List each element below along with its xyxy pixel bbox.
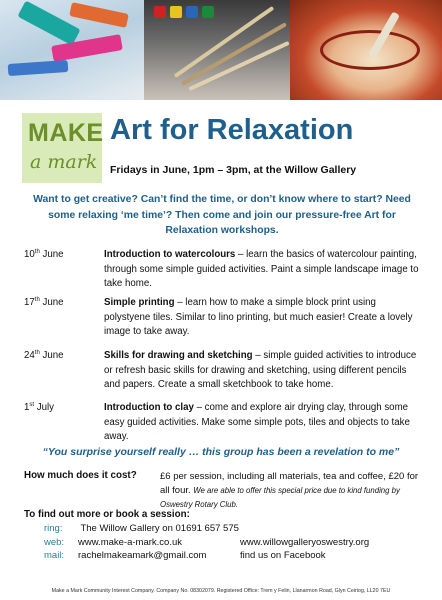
session-heading: Introduction to watercolours bbox=[104, 249, 236, 260]
make-a-mark-logo bbox=[22, 113, 102, 183]
session-date: 10th June bbox=[24, 248, 64, 260]
contact-mail bbox=[44, 550, 326, 561]
testimonial-quote: “You surprise yourself really … this group has been a revelation to me” bbox=[42, 446, 400, 458]
brushes-and-paints-photo bbox=[144, 0, 290, 100]
session-description: Introduction to clay – come and explore air drying clay, through some easy guided activities. Make some simple pots, tiles and objects to take away. bbox=[104, 402, 410, 442]
footer-registration: Make a Mark Community Interest Company. Company No. 08302079. Registered Office: Trem y Felin, Llanarmon Road, Glyn Ceiriog, LL20 7EU bbox=[51, 588, 391, 594]
ring-label: ring: bbox=[44, 523, 63, 534]
funding-note: We are able to offer this special price due to kind funding by Oswestry Rotary Club. bbox=[160, 486, 400, 509]
cost-label: How much does it cost? bbox=[24, 470, 137, 481]
pastel-sticks-photo bbox=[0, 0, 144, 100]
cost-details bbox=[160, 470, 430, 512]
session-description: Skills for drawing and sketching – simple guided activities to introduce or refresh basic skills for drawing and sketching, using different pencils and papers. Create a small sketchbook to take home. bbox=[104, 350, 417, 390]
contact-web-value[interactable]: www.make-a-mark.co.uk bbox=[78, 537, 182, 548]
session-heading: Simple printing bbox=[104, 297, 175, 308]
ring-value: The Willow Gallery on 01691 657 575 bbox=[80, 523, 239, 534]
contact-mail-label: mail: bbox=[44, 550, 65, 561]
contact-heading: To find out more or book a session: bbox=[24, 509, 190, 520]
session-date: 17th June bbox=[24, 296, 64, 308]
logo-make-text: MAKE bbox=[28, 119, 104, 147]
contact-web-label: web: bbox=[44, 537, 65, 548]
contact-mail-value[interactable]: rachelmakeamark@gmail.com bbox=[78, 550, 207, 561]
session-heading: Introduction to clay bbox=[104, 402, 194, 413]
session-heading: Skills for drawing and sketching bbox=[104, 350, 253, 361]
header-photo-strip bbox=[0, 0, 442, 100]
contact-web bbox=[44, 537, 370, 548]
pastel-drawing-photo bbox=[290, 0, 442, 100]
logo-a-mark-text: a mark bbox=[30, 151, 98, 173]
session-date: 24th June bbox=[24, 349, 64, 361]
schedule-line: Fridays in June, 1pm – 3pm, at the Willow Gallery bbox=[110, 164, 357, 176]
contact-ring bbox=[44, 523, 239, 534]
session-date: 1st July bbox=[24, 401, 54, 413]
intro-paragraph: Want to get creative? Can’t find the time, or don’t know where to start? Need some relaxing ‘me time’? Then come and join our pressure-free Art for Relaxation workshops. bbox=[33, 194, 411, 236]
contact-web-value-2[interactable]: www.willowgalleryoswestry.org bbox=[240, 537, 370, 548]
session-description: Introduction to watercolours – learn the basics of watercolour painting, through some simple guided activities. Paint a simple landscape image to take home. bbox=[104, 249, 419, 289]
contact-mail-value-2[interactable]: find us on Facebook bbox=[240, 550, 326, 561]
cost-text: £6 per session, including all materials, tea and coffee, £20 for all four. bbox=[160, 471, 419, 496]
session-description: Simple printing – learn how to make a simple block print using polystyene tiles. Similar to lino printing, but much easier! Create a lovely image to take away. bbox=[104, 297, 413, 337]
page-title: Art for Relaxation bbox=[110, 114, 354, 146]
